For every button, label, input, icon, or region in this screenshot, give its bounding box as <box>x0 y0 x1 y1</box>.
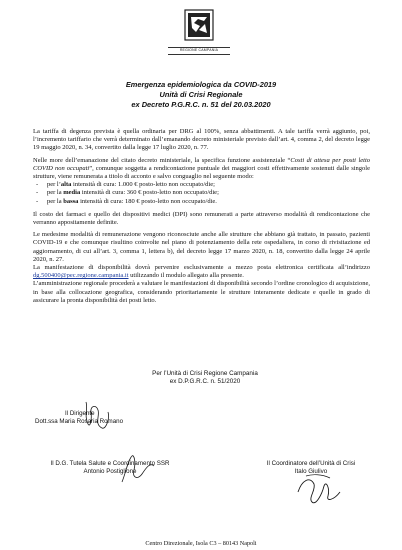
list-item-alta: - per l’alta intensità di cura: 1.000 € posto-letto non occupato/die; <box>33 181 370 189</box>
paragraph-manifestazione: La manifestazione di disponibilità dovrà pervenire esclusivamente a mezzo posta elettronica certificata all’indirizzo dg.500400@pec.regione.campania.it utilizzando il modulo allegato alla presente. <box>33 264 370 280</box>
dg-tutela-signature-block <box>30 460 190 477</box>
closing-line-1: Per l’Unità di Crisi Regione Campania <box>152 370 258 377</box>
header-line-3: ex Decreto P.G.R.C. n. 51 del 20.03.2020 <box>131 100 271 109</box>
list-item-media: - per la media intensità di cura: 360 € posto-letto non occupato/die; <box>33 189 370 197</box>
footer-address: Centro Direzionale, Isola C3 – 80143 Napoli <box>145 540 257 547</box>
coordinatore-handwritten-signature <box>288 470 348 510</box>
document-body <box>33 128 370 309</box>
closing-line-2: ex D.P.G.R.C. n. 51/2020 <box>169 378 241 386</box>
dg-tutela-name: Antonio Postiglione <box>83 468 137 476</box>
header-line-1: Emergenza epidemiologica da COVID-2019 <box>125 80 277 89</box>
coordinatore-name: Italo Giulivo <box>294 468 328 476</box>
paragraph-nelle-more: Nelle more dell’emanazione del citato decreto ministeriale, la specifica funzione assistenziale “Costi di attesa per posti letto COVID non occupati”, comunque soggetta a rendicontazione puntuale dei maggiori costi effettivamente sostenuti dalle singole strutture, viene remunerata a titolo di acconto e salvo conguaglio nel seguente modo: <box>33 156 371 181</box>
header-line-2: Unità di Crisi Regionale <box>159 90 243 99</box>
coordinatore-title: Il Coordinatore dell’Unità di Crisi <box>266 460 356 467</box>
closing-block <box>140 370 270 386</box>
dg-tutela-title: Il D.G. Tutela Salute e Coordinamento SSR <box>50 460 170 467</box>
crest-label: REGIONE CAMPANIA <box>168 47 230 55</box>
dirigente-handwritten-signature <box>78 398 118 432</box>
document-header <box>0 80 402 110</box>
intensity-list <box>33 181 370 206</box>
list-item-bassa: - per la bassa intensità di cura: 180 € posto-letto non occupato/die. <box>33 198 370 206</box>
dg-tutela-handwritten-signature <box>116 452 160 486</box>
paragraph-amministrazione: L’amministrazione regionale procederà a valutare le manifestazioni di disponibilità secondo l’ordine cronologico di acquisizione, in base alla collocazione geografica, considerando prioritariamente le strutture interamente dedicate e quelle in grado di assicurare la pronta disponibilità dei posti letto. <box>33 280 370 304</box>
dirigente-title: Il Dirigente <box>65 410 95 417</box>
pec-email-link[interactable]: dg.500400@pec.regione.campania.it <box>33 272 129 280</box>
paragraph-modalita: Le medesime modalità di remunerazione vengono riconosciute anche alle strutture che abbiano già trattato, in passato, pazienti COVID-19 e che comunque risultino coinvolte nel piano di potenziamento della rete ospedaliera, in corso di rivisitazione ed aggiornamento, di cui all’art. 3, comma 1, lettera b), del decreto legge 17 marzo 2020, n. 18, convertito dalla legge 24 aprile 2020, n. 27. <box>33 231 370 263</box>
paragraph-farmaci: Il costo dei farmaci e quello dei dispositivi medici (DPI) sono remunerati a parte attraverso modalità di rendicontazione che verranno appositamente definite. <box>33 210 370 227</box>
costi-attesa-italic: Costi di attesa per posti letto COVID non occupati <box>33 156 371 172</box>
dirigente-name: Dott.ssa Maria Rosaria Romano <box>35 418 124 426</box>
paragraph-tariffa: La tariffa di degenza prevista è quella ordinaria per DRG al 100%, senza abbattimenti. A tale tariffa verrà aggiunto, poi, l’incremento tariffario che verrà determinato dall’emanando decreto ministeriale previsto dall’art. 4, comma 2, del decreto legge 19 maggio 2020, n. 34, convertito dalla legge 17 luglio 2020, n. 77. <box>33 128 370 152</box>
